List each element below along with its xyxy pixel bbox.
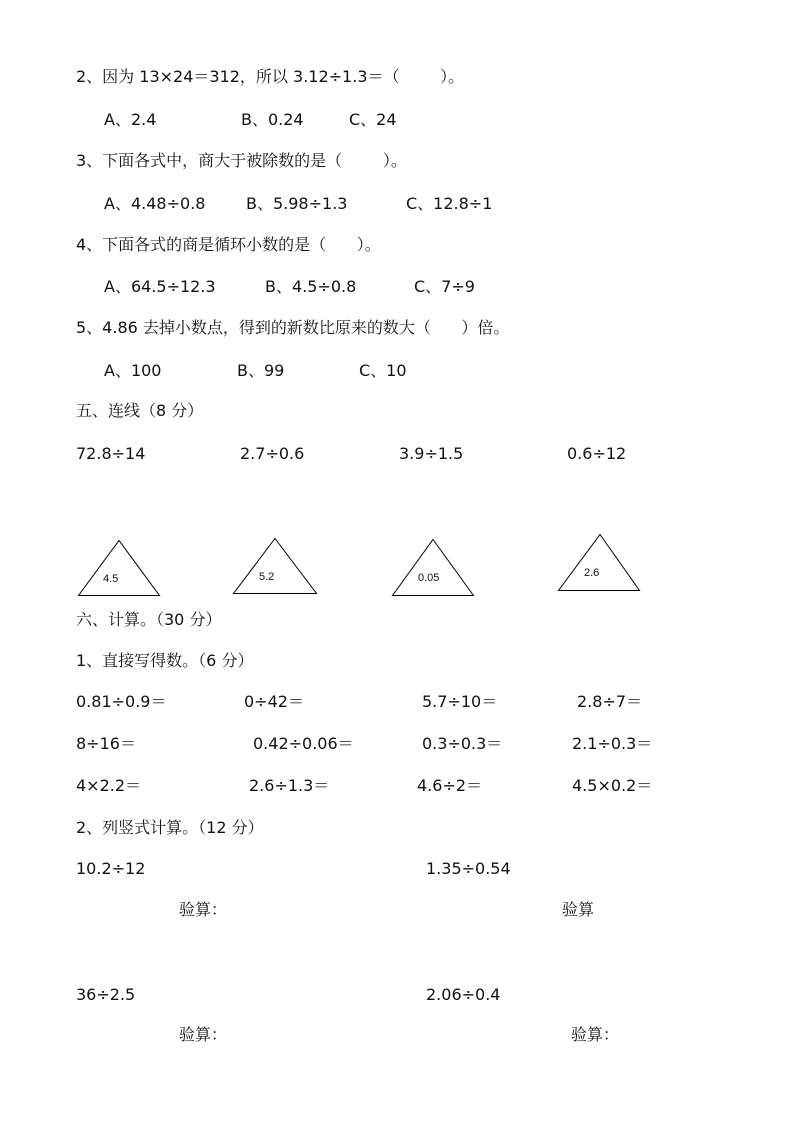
match-expression: 0.6÷12 (567, 444, 627, 463)
direct-calc-item: 5.7÷10＝ (422, 692, 498, 711)
triangle-shape (233, 538, 317, 594)
match-expression: 3.9÷1.5 (399, 444, 464, 463)
direct-calc-item: 2.1÷0.3＝ (572, 734, 653, 753)
question-3: 3、下面各式中，商大于被除数的是（ ）。 (76, 151, 407, 170)
q3-option-c: C、12.8÷1 (406, 194, 493, 213)
vertical-calc-problem: 2.06÷0.4 (426, 985, 501, 1004)
match-expression: 72.8÷14 (76, 444, 146, 463)
answer-triangle[interactable] (233, 538, 317, 594)
triangle-shape (558, 534, 640, 591)
check-label: 验算： (179, 1025, 228, 1044)
q2-option-a: A、2.4 (104, 110, 157, 129)
answer-triangle[interactable] (392, 539, 474, 596)
vertical-calc-problem: 10.2÷12 (76, 859, 146, 878)
triangle-value: 5.2 (259, 571, 275, 583)
triangle-shape (78, 540, 160, 596)
q4-option-a: A、64.5÷12.3 (104, 277, 216, 296)
direct-calc-item: 4×2.2＝ (76, 776, 142, 795)
direct-calc-item: 0÷42＝ (244, 692, 304, 711)
check-label: 验算： (571, 1025, 620, 1044)
q4-option-b: B、4.5÷0.8 (265, 277, 357, 296)
triangle-value: 2.6 (584, 567, 600, 579)
triangle-value: 4.5 (103, 573, 119, 585)
section-6-heading: 六、计算。（30 分） (76, 610, 222, 629)
section-5-heading: 五、连线（8 分） (76, 401, 204, 420)
direct-calc-item: 0.3÷0.3＝ (422, 734, 503, 753)
match-expression: 2.7÷0.6 (240, 444, 305, 463)
direct-calc-item: 0.42÷0.06＝ (253, 734, 354, 753)
q2-option-c: C、24 (349, 110, 397, 129)
q2-option-b: B、0.24 (241, 110, 304, 129)
vertical-calc-problem: 36÷2.5 (76, 985, 136, 1004)
question-2: 2、因为 13×24＝312，所以 3.12÷1.3＝（ ）。 (76, 67, 465, 86)
q5-option-c: C、10 (359, 361, 407, 380)
vertical-calc-problem: 1.35÷0.54 (426, 859, 511, 878)
direct-calc-item: 2.6÷1.3＝ (249, 776, 330, 795)
triangle-value: 0.05 (418, 572, 440, 584)
question-5: 5、4.86 去掉小数点，得到的新数比原来的数大（ ）倍。 (76, 318, 510, 337)
q3-option-a: A、4.48÷0.8 (104, 194, 206, 213)
q5-option-a: A、100 (104, 361, 162, 380)
answer-triangle[interactable] (558, 534, 640, 591)
direct-calc-heading: 1、直接写得数。（6 分） (76, 651, 254, 670)
direct-calc-item: 0.81÷0.9＝ (76, 692, 167, 711)
direct-calc-item: 8÷16＝ (76, 734, 136, 753)
check-label: 验算： (179, 900, 228, 919)
direct-calc-item: 4.6÷2＝ (417, 776, 483, 795)
direct-calc-item: 4.5×0.2＝ (572, 776, 653, 795)
q5-option-b: B、99 (237, 361, 285, 380)
question-4: 4、下面各式的商是循环小数的是（ ）。 (76, 235, 381, 254)
direct-calc-item: 2.8÷7＝ (577, 692, 643, 711)
check-label: 验算 (562, 900, 595, 919)
triangle-shape (392, 539, 474, 596)
q4-option-c: C、7÷9 (414, 277, 475, 296)
vertical-calc-heading: 2、列竖式计算。（12 分） (76, 818, 264, 837)
q3-option-b: B、5.98÷1.3 (246, 194, 348, 213)
answer-triangle[interactable] (78, 540, 160, 596)
